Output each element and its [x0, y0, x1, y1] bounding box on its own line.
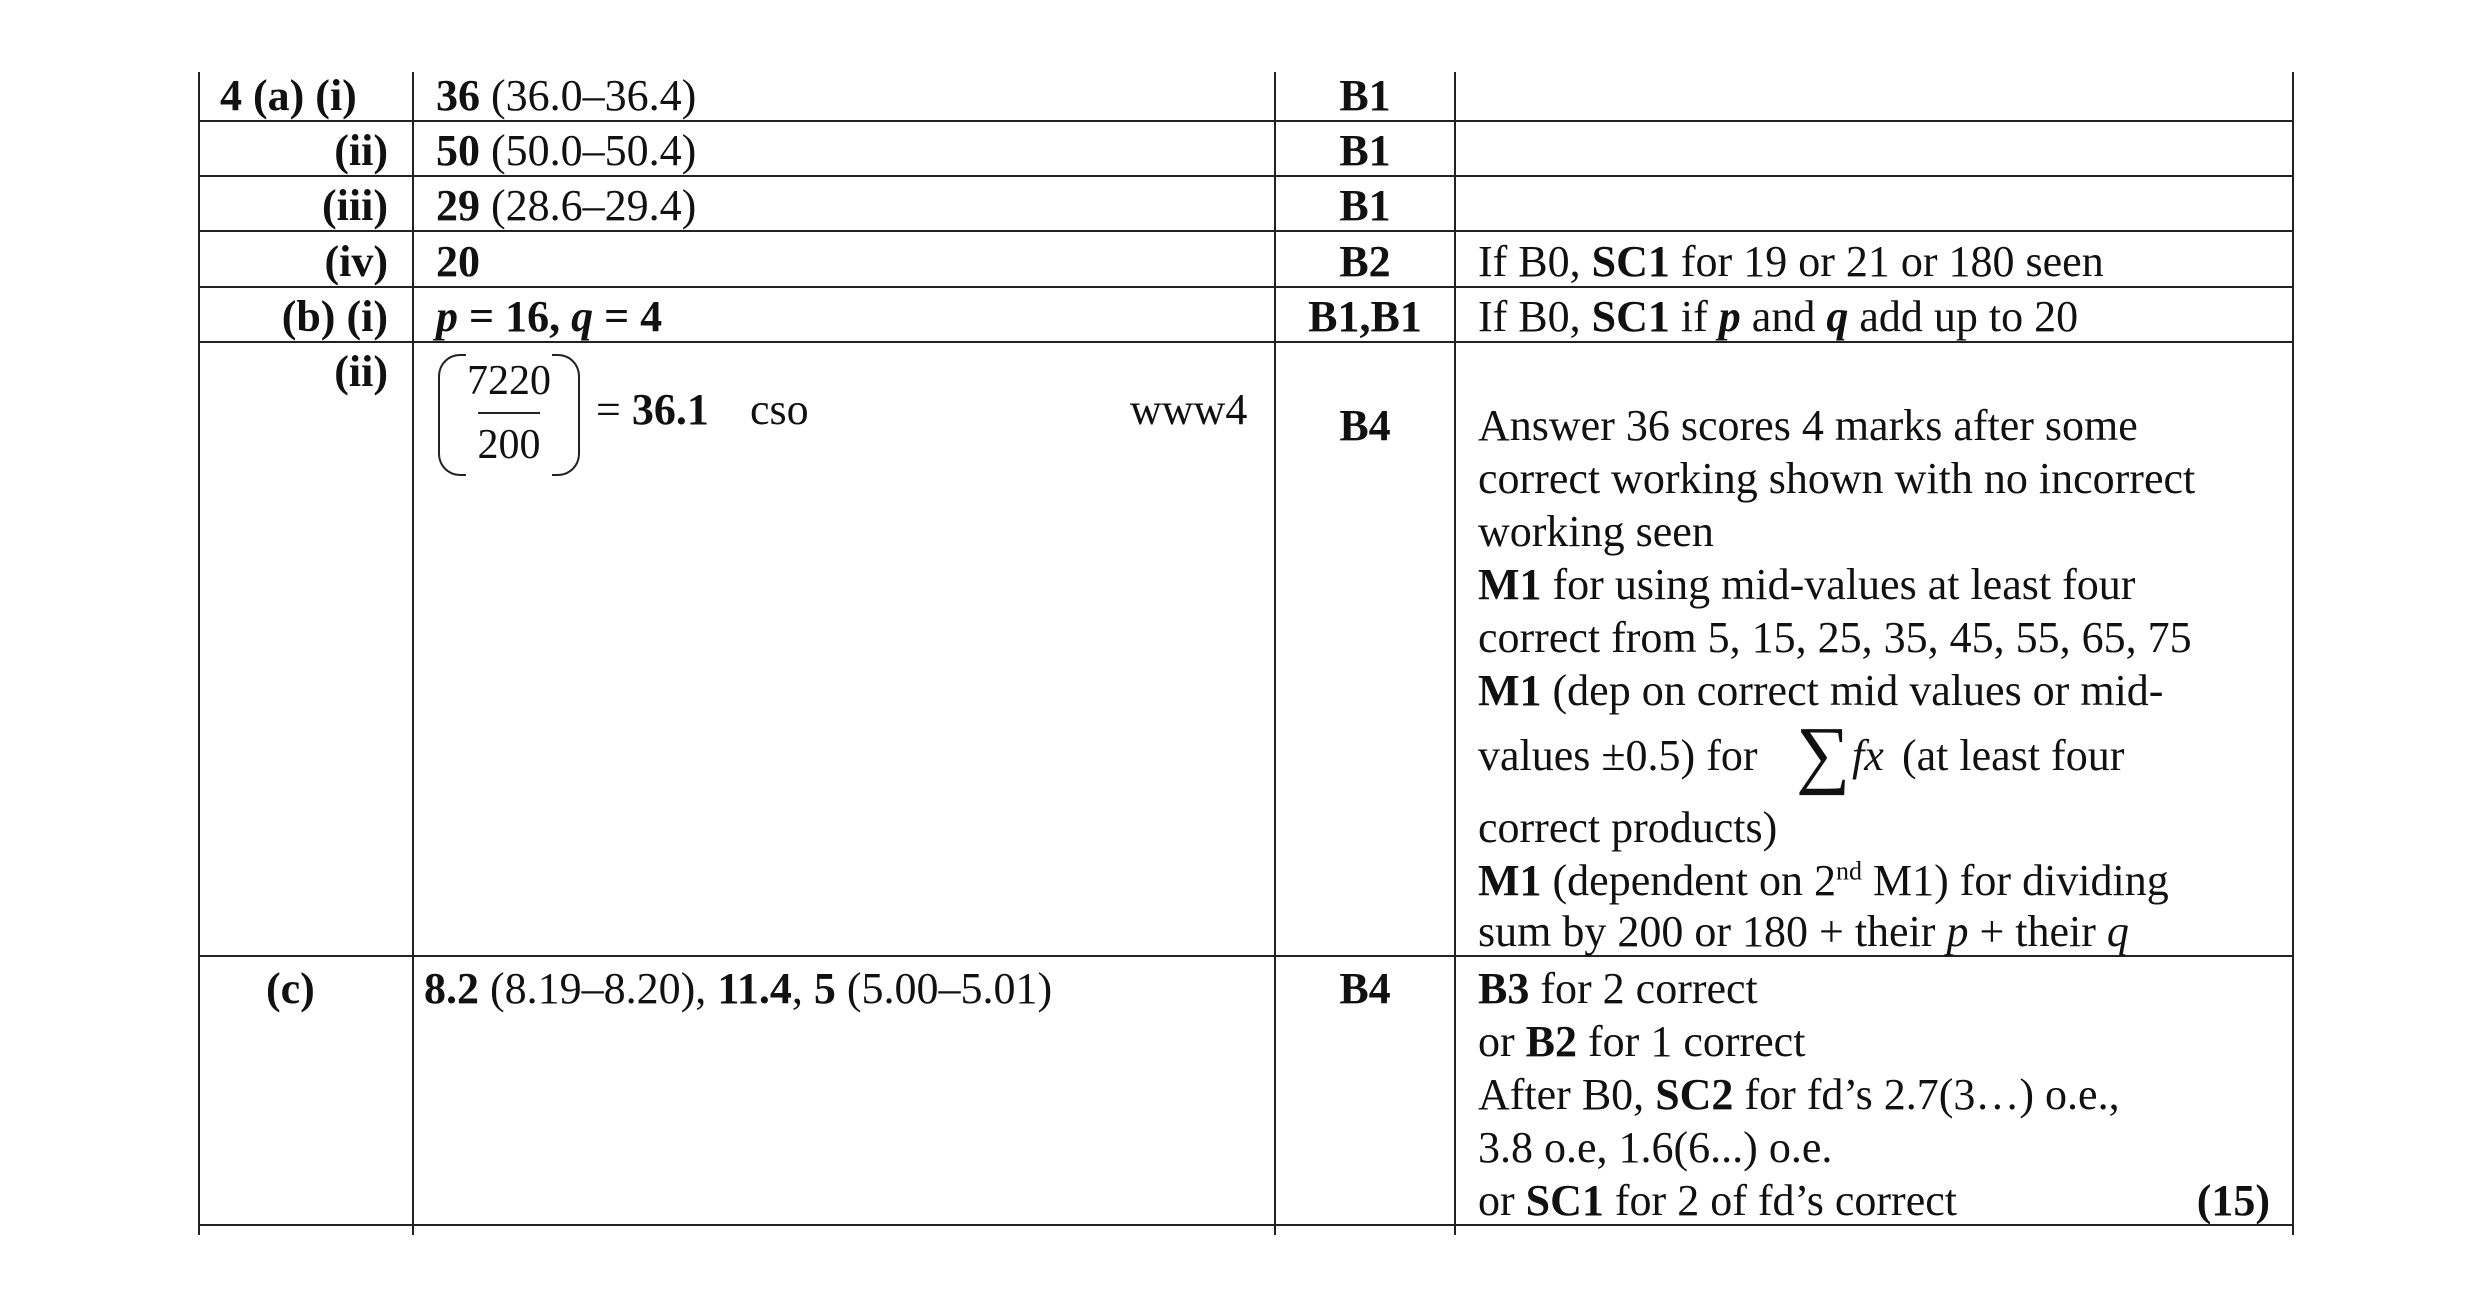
answer-value: 8.2 [424, 964, 479, 1013]
note-line [1478, 1069, 2120, 1121]
answer-cell [436, 180, 696, 232]
column-divider [1454, 72, 1456, 1235]
note-text: If B0, [1478, 292, 1592, 341]
variable-q: q [571, 292, 594, 341]
answer-range: , [791, 964, 814, 1013]
note-text: if [1669, 292, 1719, 341]
table-bottom-border [198, 1224, 2293, 1226]
answer-range: (5.00–5.01) [835, 964, 1053, 1013]
right-parenthesis [552, 354, 580, 476]
question-label: (iii) [322, 181, 388, 230]
note-text: for using mid-values at least four [1541, 560, 2136, 609]
note-line: correct working shown with no incorrect [1478, 454, 2196, 503]
left-parenthesis [438, 354, 466, 476]
question-label: (b) (i) [281, 292, 388, 341]
answer-cell [436, 291, 662, 343]
answer-range: (8.19–8.20), [479, 964, 718, 1013]
note-code: SC1 [1591, 237, 1670, 286]
note-text: If B0, [1478, 237, 1592, 286]
note-text: or [1478, 1017, 1526, 1066]
variable-p: p [1718, 292, 1741, 341]
note-text: or [1478, 1176, 1526, 1225]
table-right-border [2292, 72, 2294, 1235]
note-line [1478, 1016, 1805, 1068]
answer-value: = 4 [593, 292, 663, 341]
note-code: SC1 [1525, 1176, 1604, 1225]
note-line: values ±0.5) for [1478, 731, 1758, 780]
answer-value: 5 [813, 964, 836, 1013]
mark-code: B4 [1339, 964, 1391, 1013]
variable-p: p [1946, 907, 1969, 956]
note-code: M1 [1478, 560, 1542, 609]
note-code: B3 [1478, 964, 1530, 1013]
mark-code: B1,B1 [1308, 292, 1422, 341]
note-text: (dep on correct mid values or mid- [1541, 666, 2164, 715]
note-text: for 19 or 21 or 180 seen [1669, 237, 2104, 286]
note-text: + their [1968, 907, 2107, 956]
column-divider [412, 72, 414, 1235]
total-marks: (15) [2196, 1176, 2270, 1225]
answer-value: 11.4 [717, 964, 792, 1013]
mark-code: B2 [1339, 237, 1391, 286]
note-code: M1 [1478, 856, 1542, 905]
note-fx: fx [1852, 731, 1884, 780]
guidance-note [1478, 291, 2078, 343]
question-label: 4 (a) (i) [220, 71, 357, 120]
answer-value: 50 [436, 126, 480, 175]
mark-code: B1 [1339, 71, 1391, 120]
note-code: B2 [1525, 1017, 1578, 1066]
answer-range: (28.6–29.4) [480, 181, 697, 230]
note-line [1478, 906, 2129, 958]
note-line [1478, 963, 1758, 1015]
note-text: for 2 correct [1529, 964, 1758, 1013]
fraction-bar [478, 412, 540, 414]
sigma-symbol: ∑ [1796, 712, 1851, 796]
question-label: (c) [266, 964, 315, 1013]
note-text: for 1 correct [1577, 1017, 1806, 1066]
answer-cell [424, 963, 1052, 1015]
mark-code: B1 [1339, 126, 1391, 175]
note-text: for 2 of fd’s correct [1603, 1176, 1957, 1225]
note-code: M1 [1478, 666, 1542, 715]
note-text: (dependent on 2 [1541, 856, 1836, 905]
answer-cell [436, 125, 696, 177]
table-left-border [198, 72, 200, 1235]
variable-p: p [436, 292, 458, 341]
note-line: (at least four [1902, 731, 2125, 780]
answer-cell [596, 384, 709, 436]
answer-value: 20 [436, 237, 480, 286]
answer-value: 36.1 [631, 385, 709, 434]
note-superscript: nd [1836, 856, 1862, 886]
note-line: Answer 36 scores 4 marks after some [1478, 401, 2138, 450]
fraction-denominator: 200 [477, 422, 541, 468]
note-line: correct products) [1478, 803, 1778, 852]
equals-sign: = [596, 385, 632, 434]
variable-q: q [1826, 292, 1849, 341]
note-line: 3.8 o.e, 1.6(6...) o.e. [1478, 1123, 1833, 1172]
note-line: correct from 5, 15, 25, 35, 45, 55, 65, 75 [1478, 613, 2192, 662]
note-line [1478, 855, 2169, 907]
note-text: for fd’s 2.7(3…) o.e., [1733, 1070, 2120, 1119]
answer-cell [436, 70, 696, 122]
note-line [1478, 559, 2135, 611]
note-line [1478, 665, 2163, 717]
note-text: sum by 200 or 180 + their [1478, 907, 1947, 956]
fraction-expression [438, 354, 580, 472]
fraction-numerator: 7220 [467, 358, 551, 404]
answer-range: (50.0–50.4) [480, 126, 697, 175]
note-code: SC1 [1591, 292, 1670, 341]
note-code: SC2 [1655, 1070, 1734, 1119]
note-text: After B0, [1478, 1070, 1656, 1119]
answer-range: (36.0–36.4) [480, 71, 697, 120]
cso-note: cso [750, 385, 809, 434]
question-label: (ii) [334, 126, 388, 175]
note-text: M1) for dividing [1862, 856, 2169, 905]
question-label: (iv) [324, 237, 388, 286]
variable-q: q [2106, 907, 2129, 956]
question-label: (ii) [334, 347, 388, 396]
note-line [1478, 1175, 1957, 1227]
answer-value: 36 [436, 71, 480, 120]
mark-code: B4 [1339, 401, 1391, 450]
guidance-note [1478, 236, 2104, 288]
www-note: www4 [1130, 385, 1248, 434]
note-line: working seen [1478, 507, 1714, 556]
note-text: and [1740, 292, 1827, 341]
note-text: add up to 20 [1848, 292, 2079, 341]
mark-code: B1 [1339, 181, 1391, 230]
answer-value: 29 [436, 181, 480, 230]
answer-value: = 16, [458, 292, 572, 341]
